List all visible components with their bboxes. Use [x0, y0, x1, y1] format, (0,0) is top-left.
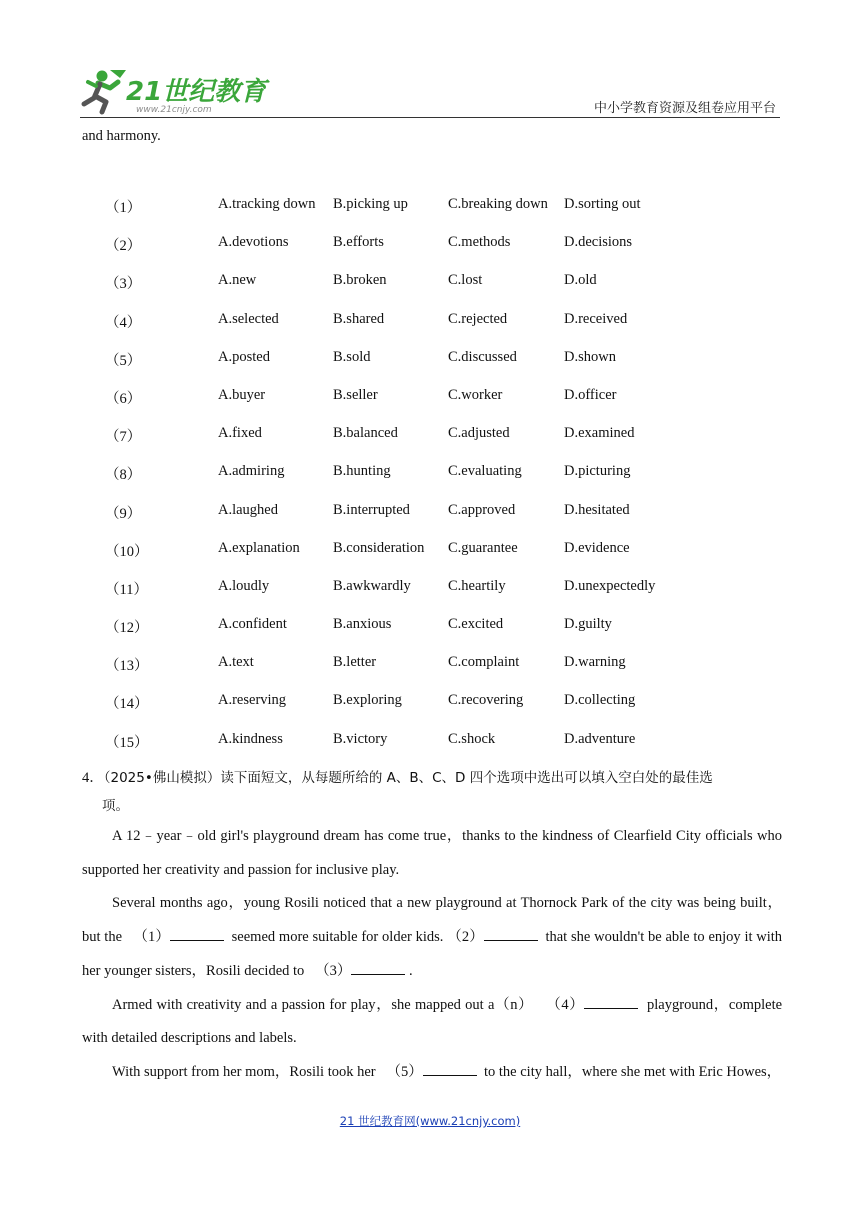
- question-source: （2025•佛山模拟）: [103, 770, 221, 786]
- option-a: A.kindness: [218, 730, 283, 747]
- question-number: （1）: [105, 200, 142, 216]
- option-a: A.selected: [218, 310, 279, 327]
- question-number: （13）: [105, 658, 149, 675]
- option-b: B.letter: [333, 654, 377, 671]
- option-row: [0, 234, 860, 272]
- svg-text:21世纪教育: 21世纪教育: [126, 77, 267, 107]
- option-row: [0, 692, 860, 730]
- option-c: C.evaluating: [448, 463, 522, 480]
- option-row: [0, 463, 860, 501]
- option-d: D.picturing: [564, 463, 631, 480]
- option-row: [0, 196, 860, 234]
- paragraph-text: A 12﹣year﹣old girl's playground dream has come true，thanks to the kindness of Clearfield City officials who supported her creativity and passion for inclusive play.: [82, 828, 782, 878]
- header-tagline: 中小学教育资源及组卷应用平台: [593, 101, 776, 116]
- paragraph-text: Several months ago，young Rosili noticed that a new playground at Thornock Park of the city was being built，but the: [82, 895, 782, 946]
- question-number: （3）: [105, 276, 142, 293]
- option-row: [0, 311, 860, 349]
- option-d: D.evidence: [564, 539, 630, 556]
- question-number: （10）: [105, 543, 149, 560]
- answer-blank: [351, 962, 405, 975]
- answer-blank: [484, 928, 538, 941]
- option-a: A.buyer: [218, 386, 266, 403]
- paragraph-text: to the city hall，where she met with Eric Howes，: [484, 1063, 782, 1080]
- option-b: B.seller: [333, 386, 378, 403]
- option-row: [0, 349, 860, 387]
- option-row: [0, 616, 860, 654]
- option-c: C.adjusted: [448, 425, 510, 442]
- option-a: A.new: [218, 272, 257, 289]
- option-c: C.rejected: [448, 310, 508, 327]
- question-number: （12）: [105, 620, 149, 637]
- option-d: D.received: [564, 310, 628, 327]
- question-number: （15）: [105, 734, 149, 751]
- option-b: B.sold: [333, 348, 371, 365]
- option-d: D.collecting: [564, 692, 636, 709]
- option-b: B.consideration: [333, 539, 425, 556]
- paragraph-text: playground，complete with detailed descriptions and labels.: [82, 996, 783, 1047]
- option-b: B.shared: [333, 310, 385, 327]
- option-a: A.explanation: [218, 539, 300, 556]
- previous-passage-tail: and harmony.: [82, 128, 161, 144]
- blank-number: （3）: [315, 962, 352, 979]
- option-a: A.reserving: [218, 692, 287, 709]
- svg-text:www.21cnjy.com: www.21cnjy.com: [136, 105, 212, 115]
- option-d: D.hesitated: [564, 501, 630, 518]
- option-row: [0, 425, 860, 463]
- option-a: A.admiring: [218, 463, 285, 480]
- option-c: C.breaking down: [448, 196, 548, 212]
- option-row: [0, 654, 860, 692]
- option-b: B.efforts: [333, 234, 384, 251]
- question-number: （8）: [105, 467, 142, 484]
- question-number: （6）: [105, 390, 142, 407]
- paragraph-text: that she wouldn't be able to enjoy it with her younger sisters，Rosili decided to: [82, 929, 783, 979]
- option-d: D.sorting out: [564, 196, 641, 212]
- option-b: B.exploring: [333, 692, 402, 709]
- blank-number: （4）: [546, 996, 585, 1013]
- option-a: A.text: [218, 654, 254, 671]
- paragraph-text: With support from her mom，Rosili took her: [112, 1063, 376, 1080]
- option-b: B.picking up: [333, 196, 408, 212]
- footer-link[interactable]: 21 世纪教育网(www.21cnjy.com): [339, 1114, 521, 1128]
- answer-options-table: [0, 196, 860, 769]
- question-number: （9）: [105, 505, 142, 522]
- passage-paragraph-1: [82, 820, 782, 887]
- option-d: D.unexpectedly: [564, 577, 656, 594]
- question-number: 4．: [82, 770, 104, 786]
- question-number: （2）: [105, 238, 142, 255]
- option-b: B.victory: [333, 730, 388, 747]
- question-number: （11）: [105, 581, 148, 598]
- site-logo: [80, 66, 267, 116]
- option-row: [0, 272, 860, 310]
- option-a: A.tracking down: [218, 196, 316, 212]
- option-d: D.examined: [564, 425, 635, 442]
- option-a: A.devotions: [218, 234, 289, 251]
- option-b: B.anxious: [333, 616, 392, 633]
- blank-number: （5）: [386, 1063, 423, 1080]
- passage-paragraph-2: [82, 887, 782, 988]
- question-number: （7）: [105, 429, 142, 446]
- option-c: C.methods: [448, 234, 511, 251]
- question-heading: [82, 764, 782, 820]
- option-row: [0, 578, 860, 616]
- paragraph-text: seemed more suitable for older kids.: [231, 929, 444, 946]
- option-b: B.hunting: [333, 463, 391, 480]
- option-d: D.shown: [564, 348, 616, 365]
- option-a: A.posted: [218, 348, 270, 365]
- passage-paragraph-3: [82, 989, 782, 1056]
- option-c: C.approved: [448, 501, 516, 518]
- blank-number: （1）: [133, 929, 171, 946]
- question-number: （5）: [105, 352, 142, 369]
- option-c: C.complaint: [448, 654, 520, 671]
- option-a: A.laughed: [218, 501, 278, 518]
- question-number: （14）: [105, 696, 149, 713]
- option-a: A.fixed: [218, 425, 262, 442]
- option-row: [0, 540, 860, 578]
- option-c: C.worker: [448, 386, 503, 403]
- option-c: C.shock: [448, 730, 496, 747]
- option-b: B.awkwardly: [333, 577, 411, 594]
- answer-blank: [584, 996, 638, 1009]
- option-b: B.balanced: [333, 425, 398, 442]
- option-d: D.decisions: [564, 234, 633, 251]
- option-d: D.old: [564, 272, 597, 289]
- option-b: B.interrupted: [333, 501, 410, 518]
- option-row: [0, 387, 860, 425]
- option-d: D.adventure: [564, 730, 636, 747]
- option-c: C.heartily: [448, 577, 506, 594]
- option-c: C.excited: [448, 616, 504, 633]
- option-c: C.guarantee: [448, 539, 518, 556]
- question-instruction: 读下面短文，从每题所给的 A、B、C、D 四个选项中选出可以填入空白处的最佳选: [220, 770, 713, 786]
- paragraph-text: Armed with creativity and a passion for play，she mapped out a（n）: [112, 996, 534, 1013]
- header-divider: [80, 117, 780, 118]
- answer-blank: [423, 1063, 477, 1076]
- option-a: A.confident: [218, 616, 287, 633]
- option-d: D.warning: [564, 654, 626, 671]
- paragraph-text: .: [409, 962, 413, 979]
- option-b: B.broken: [333, 272, 387, 289]
- question-number: （4）: [105, 314, 142, 331]
- blank-number: （2）: [447, 929, 484, 946]
- answer-blank: [170, 928, 224, 941]
- question-instruction-continued: 项。: [102, 798, 129, 814]
- option-a: A.loudly: [218, 577, 270, 594]
- option-c: C.recovering: [448, 692, 524, 709]
- option-c: C.discussed: [448, 348, 517, 365]
- question-4: [82, 764, 782, 1090]
- option-d: D.officer: [564, 386, 617, 403]
- passage-paragraph-4: [82, 1056, 782, 1090]
- option-row: [0, 502, 860, 540]
- option-d: D.guilty: [564, 616, 612, 633]
- option-c: C.lost: [448, 272, 483, 289]
